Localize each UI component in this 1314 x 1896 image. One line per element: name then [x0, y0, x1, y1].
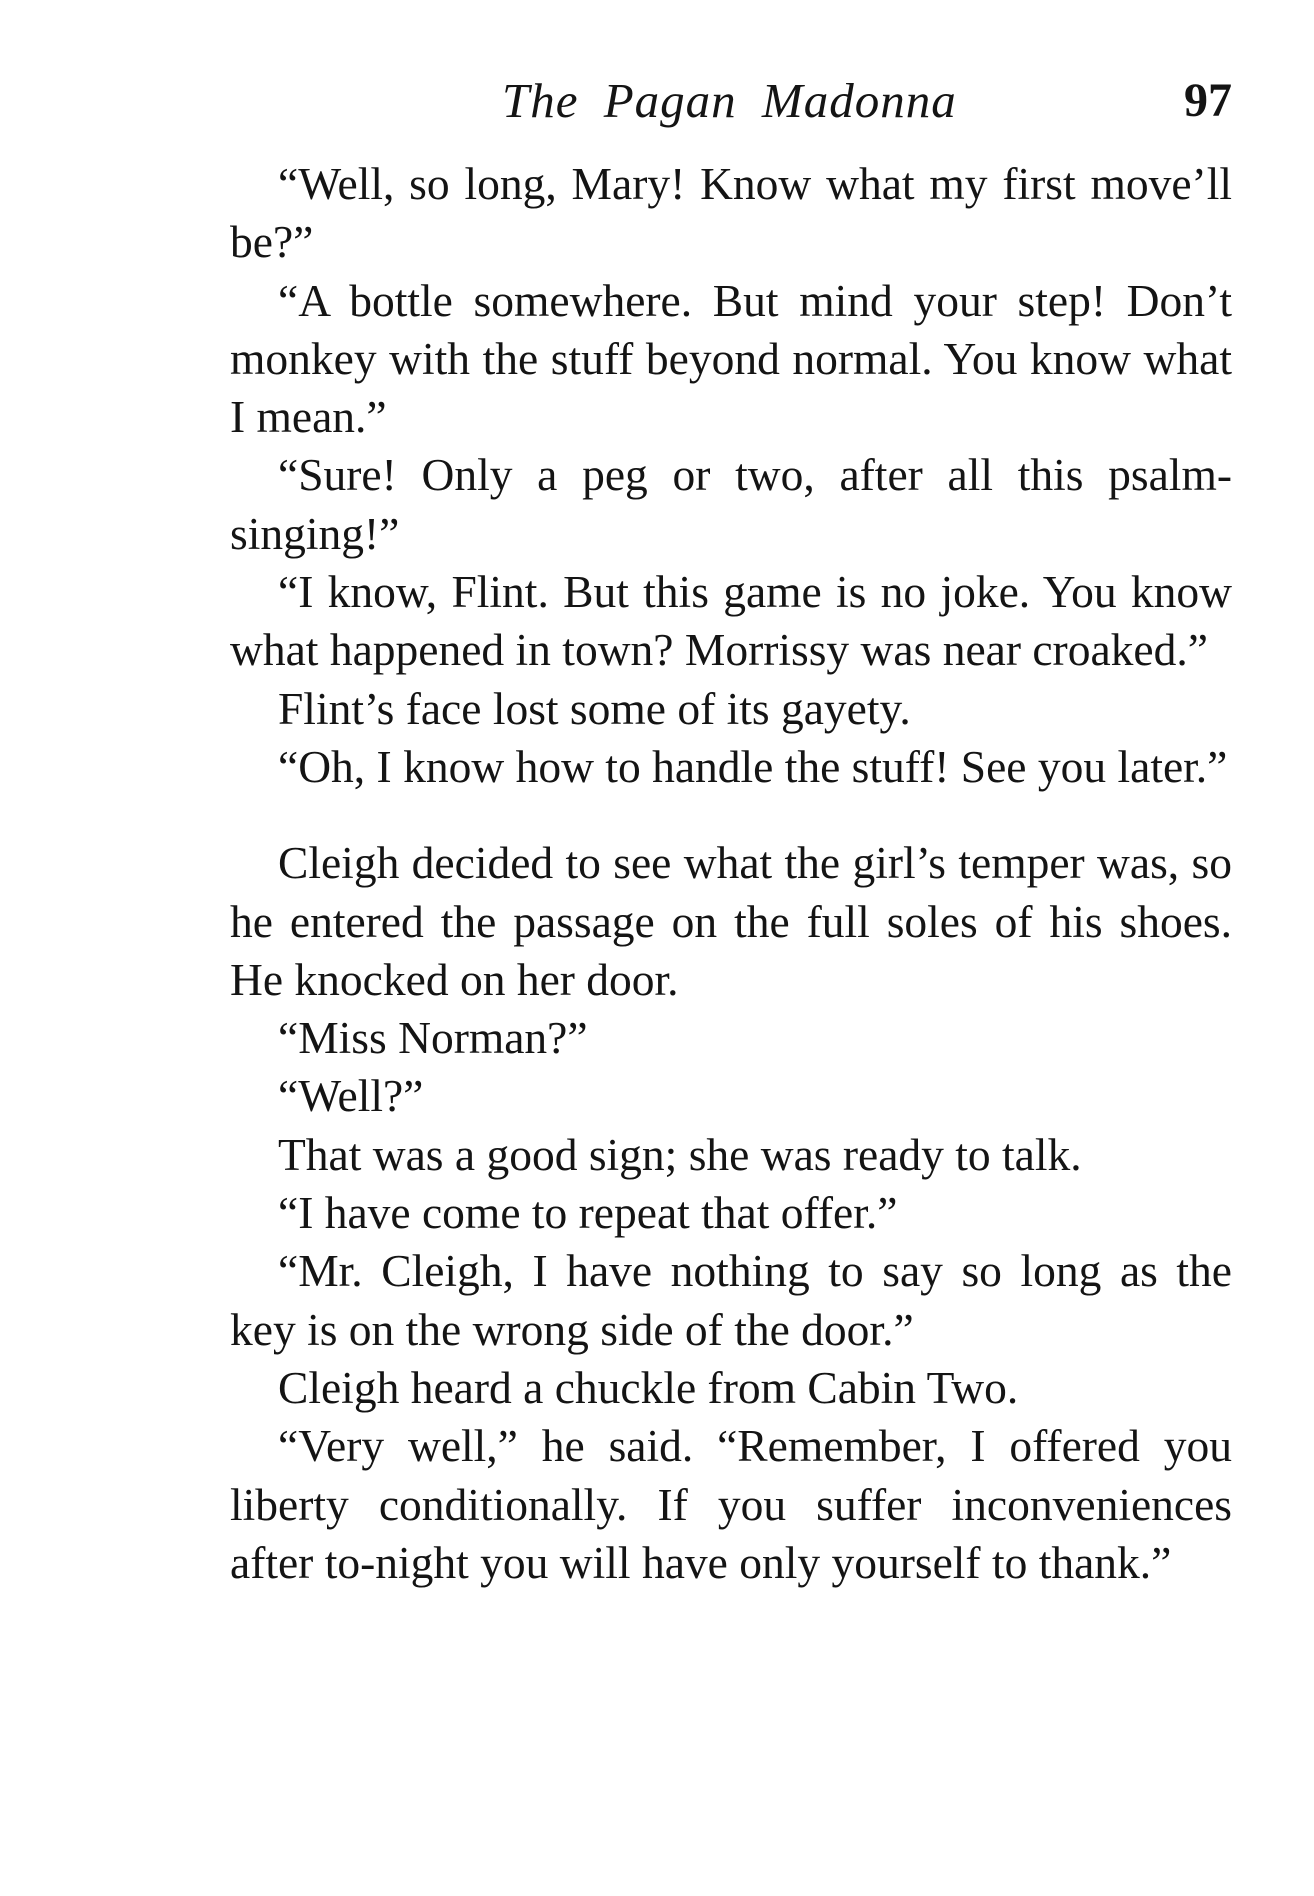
- section-break: [230, 796, 1232, 834]
- running-title: The Pagan Madonna: [502, 73, 957, 128]
- running-head: [230, 66, 1232, 136]
- page-number: 97: [1184, 74, 1232, 127]
- paragraph: “Miss Norman?”: [278, 1012, 588, 1064]
- paragraph: “Well?”: [278, 1070, 424, 1122]
- text-body: [230, 155, 1232, 1592]
- paragraph: “Oh, I know how to handle the stuff! See you later.”: [278, 740, 1228, 792]
- paragraph: “Sure! Only a peg or two, after all this psalm-singing!”: [230, 449, 1232, 559]
- paragraph: “I know, Flint. But this game is no joke. You know what happened in town? Morrissy was near croaked.”: [230, 566, 1232, 676]
- paragraph: Cleigh decided to see what the girl’s temper was, so he entered the passage on the full soles of his shoes. He knocked on her door.: [230, 837, 1232, 1005]
- paragraph: Flint’s face lost some of its gayety.: [278, 682, 911, 734]
- paragraph: “I have come to repeat that offer.”: [278, 1187, 898, 1239]
- paragraph: Cleigh heard a chuckle from Cabin Two.: [278, 1361, 1019, 1413]
- paragraph: “Very well,” he said. “Remember, I offered you liberty conditionally. If you suffer inconveniences after to-night you will have only yourself to thank.”: [230, 1420, 1232, 1588]
- paragraph: “A bottle somewhere. But mind your step! Don’t monkey with the stuff beyond normal. You know what I mean.”: [230, 274, 1232, 443]
- paragraph: “Well, so long, Mary! Know what my first move’ll be?”: [230, 158, 1232, 268]
- paragraph: That was a good sign; she was ready to talk.: [278, 1128, 1082, 1180]
- paragraph: “Mr. Cleigh, I have nothing to say so long as the key is on the wrong side of the door.”: [230, 1245, 1232, 1355]
